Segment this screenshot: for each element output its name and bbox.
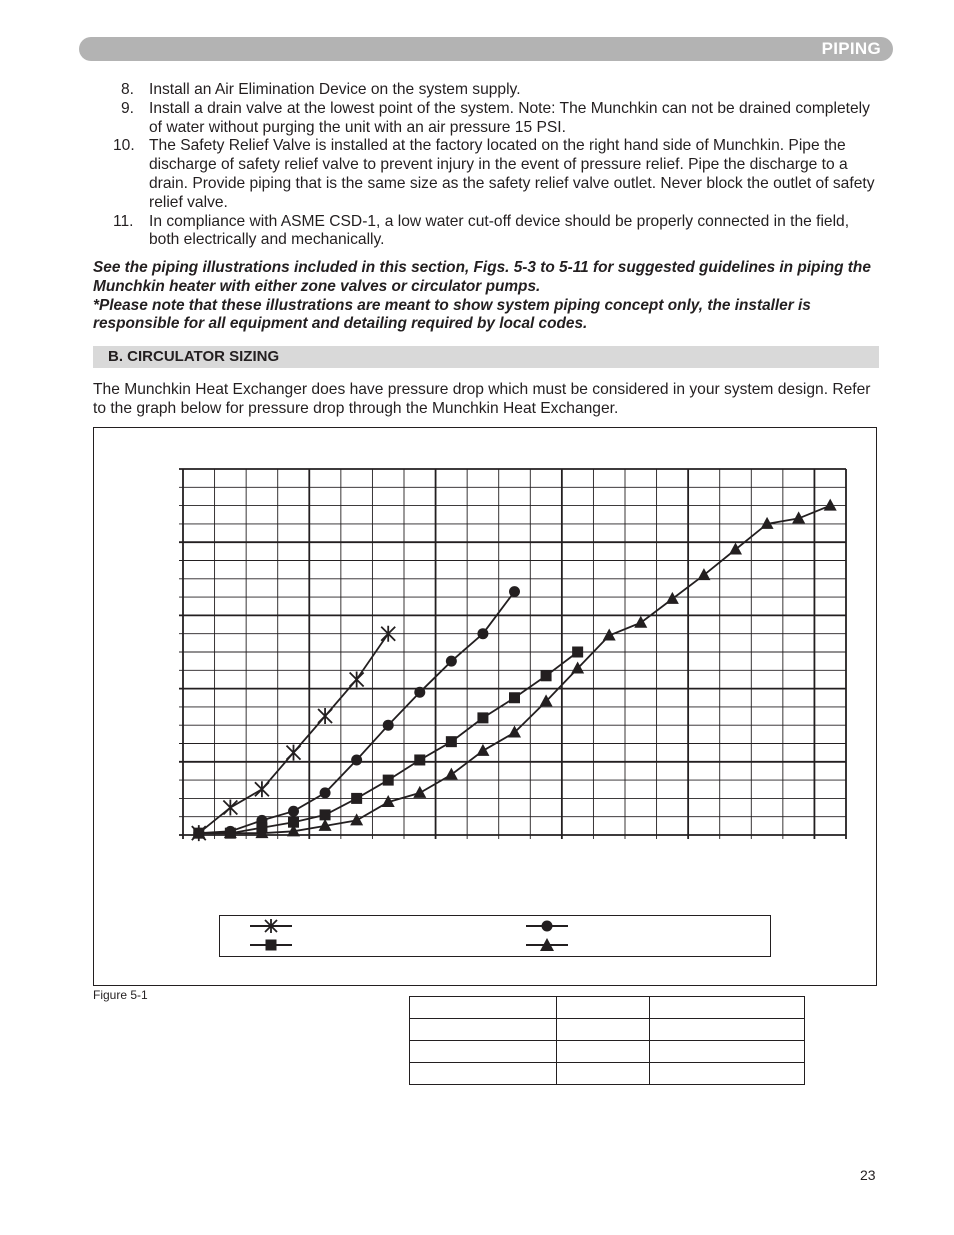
chart-legend bbox=[219, 915, 771, 957]
figure-box bbox=[93, 427, 877, 986]
data-point-asterisk bbox=[350, 671, 364, 687]
data-point-square bbox=[477, 712, 488, 723]
step-text: Install a drain valve at the lowest point of the system. Note: The Munchkin can not be drained completely of water without purging the unit with an air pressure 15 PSI. bbox=[149, 99, 870, 136]
note-guidelines: See the piping illustrations included in this section, Figs. 5-3 to 5-11 for suggested guidelines in piping the Munchkin heater with either zone valves or circulator pumps. bbox=[93, 259, 871, 295]
page-number: 23 bbox=[860, 1167, 876, 1183]
legend-item-square bbox=[250, 938, 292, 952]
data-point-triangle bbox=[476, 744, 489, 756]
section-header-title: PIPING bbox=[821, 39, 881, 58]
data-point-circle bbox=[320, 787, 331, 798]
data-point-circle bbox=[446, 656, 457, 667]
step-text: Install an Air Elimination Device on the system supply. bbox=[149, 81, 521, 98]
table-cell bbox=[650, 1019, 805, 1041]
table-cell bbox=[557, 1041, 650, 1063]
data-point-square bbox=[414, 754, 425, 765]
table-row bbox=[410, 1041, 805, 1063]
table-cell bbox=[650, 1041, 805, 1063]
table-cell bbox=[410, 1041, 557, 1063]
data-table bbox=[409, 996, 805, 1085]
data-point-circle bbox=[414, 687, 425, 698]
data-point-triangle bbox=[697, 568, 710, 580]
data-point-triangle bbox=[666, 592, 679, 604]
step-item bbox=[93, 213, 883, 251]
data-point-triangle bbox=[445, 768, 458, 780]
data-point-square bbox=[541, 670, 552, 681]
square-marker-icon bbox=[250, 938, 292, 952]
data-point-square bbox=[351, 793, 362, 804]
step-text: The Safety Relief Valve is installed at the factory located on the right hand side of Munchkin. Pipe the discharge of safety relief valve to prevent injury in the event of pressure relief. Pipe the discharge to a drain. Provide piping that is the same size as the safety relief valve outlet. Never block the outlet of safety relief valve. bbox=[149, 137, 875, 211]
table-cell bbox=[650, 997, 805, 1019]
data-point-circle bbox=[383, 720, 394, 731]
data-point-square bbox=[446, 736, 457, 747]
legend-item-circle bbox=[526, 919, 568, 933]
data-point-square bbox=[383, 775, 394, 786]
legend-item-asterisk bbox=[250, 919, 292, 933]
note-disclaimer: *Please note that these illustrations are meant to show system piping concept only, the installer is responsible for all equipment and detailing required by local codes. bbox=[93, 296, 811, 333]
step-text: In compliance with ASME CSD-1, a low water cut-off device should be properly connected in the field, both electrically and mechanically. bbox=[149, 212, 850, 249]
intro-paragraph: The Munchkin Heat Exchanger does have pressure drop which must be considered in your system design. Refer to the graph below for pressure drop through the Munchkin Heat Exchanger. bbox=[93, 381, 871, 417]
section-header-bar bbox=[79, 37, 893, 61]
subsection-bar bbox=[93, 346, 879, 368]
table-cell bbox=[410, 1063, 557, 1085]
data-point-asterisk bbox=[287, 745, 301, 761]
step-number: 11. bbox=[113, 212, 134, 230]
data-point-square bbox=[320, 809, 331, 820]
piping-note bbox=[93, 259, 883, 334]
step-number: 8. bbox=[121, 81, 135, 98]
data-point-asterisk bbox=[255, 781, 269, 797]
data-point-square bbox=[572, 647, 583, 658]
figure-caption: Figure 5-1 bbox=[93, 988, 148, 1002]
table-cell bbox=[650, 1063, 805, 1085]
table-cell bbox=[410, 1019, 557, 1041]
installation-steps-list bbox=[93, 81, 883, 250]
data-point-square bbox=[509, 692, 520, 703]
asterisk-marker-icon bbox=[250, 919, 292, 933]
step-item bbox=[93, 81, 883, 100]
table-cell bbox=[557, 1019, 650, 1041]
subsection-title: B. CIRCULATOR SIZING bbox=[108, 348, 280, 365]
step-item bbox=[93, 137, 883, 212]
table-row bbox=[410, 1019, 805, 1041]
table-cell bbox=[410, 997, 557, 1019]
legend-item-triangle bbox=[526, 938, 568, 952]
circle-marker-icon bbox=[526, 919, 568, 933]
table-row bbox=[410, 997, 805, 1019]
pressure-drop-chart bbox=[94, 428, 878, 987]
series-line-triangle bbox=[199, 506, 830, 834]
step-item bbox=[93, 100, 883, 138]
data-point-triangle bbox=[634, 616, 647, 628]
data-point-triangle bbox=[350, 813, 363, 825]
data-point-circle bbox=[509, 586, 520, 597]
data-point-asterisk bbox=[318, 708, 332, 724]
data-point-triangle bbox=[413, 786, 426, 798]
step-number: 9. bbox=[121, 99, 135, 117]
table-row bbox=[410, 1063, 805, 1085]
data-point-circle bbox=[351, 754, 362, 765]
data-point-asterisk bbox=[223, 800, 237, 816]
data-point-triangle bbox=[729, 543, 742, 555]
data-point-circle bbox=[288, 806, 299, 817]
table-cell bbox=[557, 997, 650, 1019]
triangle-marker-icon bbox=[526, 938, 568, 952]
data-point-circle bbox=[477, 628, 488, 639]
table-cell bbox=[557, 1063, 650, 1085]
step-number: 10. bbox=[113, 137, 135, 155]
data-point-triangle bbox=[824, 499, 837, 511]
